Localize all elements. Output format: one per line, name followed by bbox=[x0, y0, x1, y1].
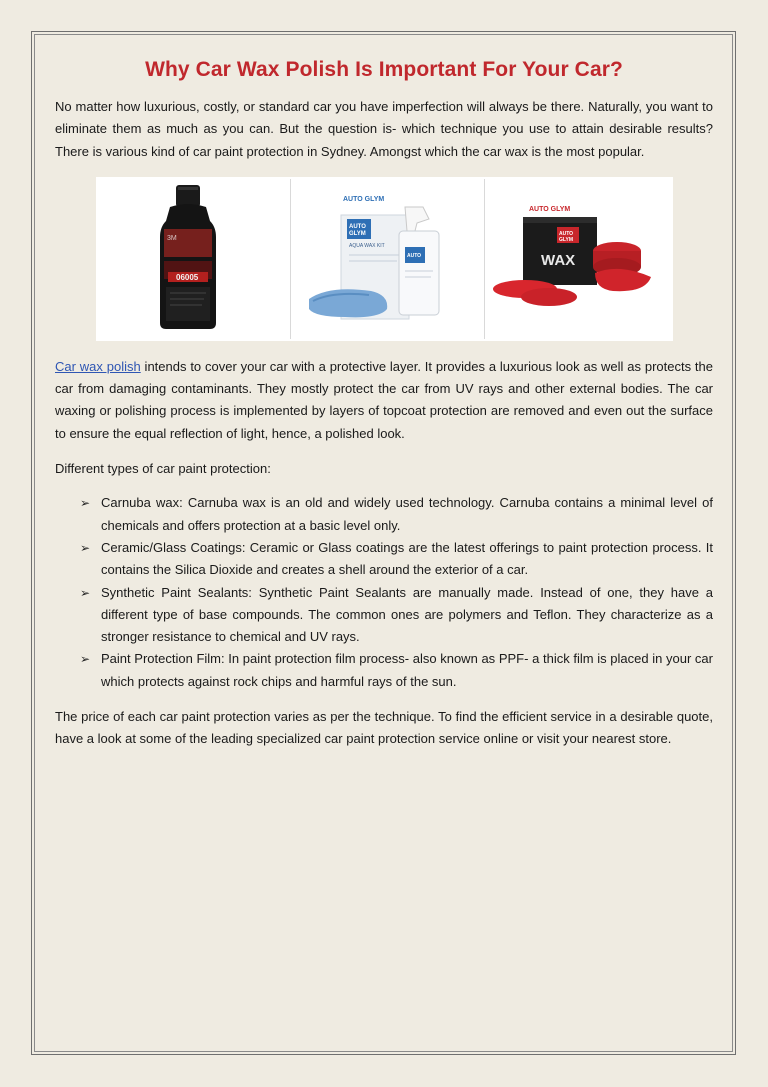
arrow-bullet-icon: ➢ bbox=[80, 540, 91, 555]
wax-brand-text: AUTO GLYM bbox=[528, 205, 570, 213]
arrow-bullet-icon: ➢ bbox=[80, 652, 91, 667]
aqua-wax-kit-image bbox=[289, 177, 479, 341]
list-item: ➢ Paint Protection Film: In paint protection film process- also known as PPF- a thick film is placed in your car which protects against rock chips and harmful rays of the sun. bbox=[55, 648, 713, 693]
product-images bbox=[96, 177, 673, 341]
list-item: ➢ Synthetic Paint Sealants: Synthetic Paint Sealants are manually made. Instead of one, they have a different type of base compounds. The common ones are polymers and Teflon. They characterize as a stronger resistance to chemical and UV rays. bbox=[55, 582, 713, 649]
list-item: ➢ Carnuba wax: Carnuba wax is an old and widely used technology. Carnuba contains a minimal level of chemicals and offers protection at a basic level only. bbox=[55, 492, 713, 537]
list-heading: Different types of car paint protection: bbox=[55, 461, 271, 477]
document-title: Why Car Wax Polish Is Important For Your Car? bbox=[145, 58, 623, 81]
protection-types-list bbox=[55, 492, 713, 693]
svg-text:GLYM: GLYM bbox=[349, 230, 366, 237]
wax-name-text: WAX bbox=[540, 251, 575, 269]
car-wax-polish-link[interactable]: Car wax polish bbox=[55, 358, 141, 374]
svg-text:AUTO: AUTO bbox=[349, 223, 366, 230]
kit-name-text: AQUA WAX KIT bbox=[349, 242, 385, 249]
intro-paragraph: No matter how luxurious, costly, or standard car you have imperfection will always be there. Naturally, you want to eliminate them as much as you can. But the question is- which technique you use to attain desirable results? There is various kind of car paint protection in Sydney. Amongst which the car wax is the most popular. bbox=[55, 99, 713, 159]
wax-kit-image bbox=[483, 177, 673, 341]
arrow-bullet-icon: ➢ bbox=[80, 496, 91, 511]
svg-text:AUTO: AUTO bbox=[558, 230, 573, 237]
polish-bottle-image bbox=[96, 177, 286, 341]
bottle-brand-text: 3M bbox=[166, 234, 177, 242]
wax-polish-paragraph-text: intends to cover your car with a protective layer. It provides a luxurious look as well as protects the car from damaging contaminants. They mostly protect the car from UV rays and other external bodies. The car waxing or polishing process is implemented by layers of topcoat protection are removed and even out the surface to ensure the equal reflection of light, hence, a polished look. bbox=[55, 358, 713, 441]
svg-text:AUTO: AUTO bbox=[407, 252, 422, 259]
document-content bbox=[55, 58, 713, 751]
bottle-label-text: 06005 bbox=[175, 272, 198, 282]
list-item: ➢ Ceramic/Glass Coatings: Ceramic or Glass coatings are the latest offerings to paint protection process. It contains the Silica Dioxide and creates a shell around the exterior of a car. bbox=[55, 537, 713, 582]
kit-brand-text: AUTO GLYM bbox=[343, 195, 385, 203]
closing-paragraph: The price of each car paint protection varies as per the technique. To find the efficient service in a desirable quote, have a look at some of the leading specialized car paint protection service online or visit your nearest store. bbox=[55, 709, 713, 747]
arrow-bullet-icon: ➢ bbox=[80, 585, 91, 600]
wax-polish-paragraph bbox=[55, 356, 713, 445]
svg-text:GLYM: GLYM bbox=[558, 236, 573, 243]
